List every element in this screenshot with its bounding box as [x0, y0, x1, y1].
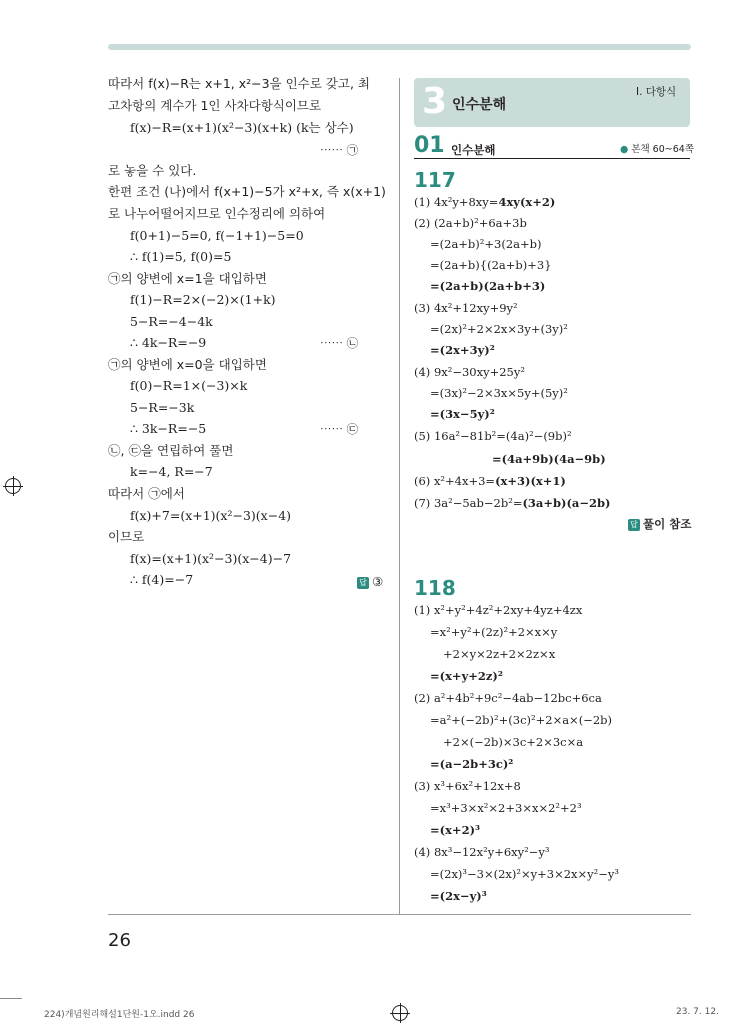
- solution-line: +2×y×2z+2×2z×x: [443, 647, 556, 661]
- registration-mark-icon: [392, 1005, 408, 1021]
- top-decorative-bar: [108, 44, 691, 50]
- solution-line: 한편 조건 (나)에서 f(x+1)−5가 x²+x, 즉 x(x+1): [108, 184, 386, 199]
- solution-line: (4) 9x²−30xy+25y²: [414, 365, 525, 379]
- solution-line: ∴ f(1)=5, f(0)=5: [130, 249, 232, 264]
- bottom-divider: [108, 914, 691, 915]
- solution-result: =(2a+b)(2a+b+3): [430, 279, 546, 293]
- section-title: 인수분해: [451, 143, 496, 157]
- column-divider: [399, 78, 400, 914]
- solution-line: =(3x)²−2×3x×5y+(5y)²: [430, 386, 568, 400]
- solution-line: (1) 4x²y+8xy=: [414, 195, 499, 209]
- section-number: 01: [414, 133, 445, 158]
- chapter-number: 3: [422, 81, 448, 122]
- registration-mark-icon: [5, 478, 21, 494]
- footer-date: 23. 7. 12.: [676, 1007, 719, 1017]
- page-number: 26: [108, 930, 131, 951]
- solution-line: =a²+(−2b)²+(3c)²+2×a×(−2b): [430, 713, 612, 727]
- chapter-title: 인수분해: [452, 97, 507, 113]
- solution-line: 이므로: [108, 529, 145, 544]
- solution-result: =(2x−y)³: [430, 889, 487, 903]
- solution-line: =(2a+b)²+3(2a+b): [430, 237, 542, 251]
- solution-line: (1) x²+y²+4z²+2xy+4yz+4zx: [414, 603, 583, 617]
- problem-number: 118: [414, 576, 456, 600]
- solution-line: 로 나누어떨어지므로 인수정리에 의하여: [108, 206, 326, 221]
- footer-file: 224)개념원리해설1단원-1오.indd 26: [44, 1010, 195, 1020]
- solution-line: (3) x³+6x²+12x+8: [414, 779, 521, 793]
- solution-result: =(x+2)³: [430, 823, 481, 837]
- chapter-tag: Ⅰ. 다항식: [636, 86, 677, 98]
- answer-badge-icon: 답: [628, 519, 640, 531]
- bullet-icon: ●: [620, 144, 632, 155]
- problem-number: 117: [414, 168, 456, 192]
- solution-result: (3a+b)(a−2b): [522, 496, 611, 510]
- answer-value: 풀이 참조: [643, 517, 692, 531]
- solution-line: 로 놓을 수 있다.: [108, 163, 197, 178]
- solution-line: 따라서 ㉠에서: [108, 486, 185, 501]
- section-underline: [414, 158, 690, 159]
- solution-result: =(2x+3y)²: [430, 343, 495, 357]
- solution-line: ∴ 3k−R=−5: [130, 421, 207, 436]
- solution-line: f(0+1)−5=0, f(−1+1)−5=0: [130, 228, 304, 243]
- solution-line: ㉡, ㉢을 연립하여 풀면: [108, 443, 234, 458]
- solution-line: ㉠의 양변에 x=1을 대입하면: [108, 271, 267, 286]
- crop-mark: [0, 998, 22, 999]
- solution-line: =x²+y²+(2z)²+2×x×y: [430, 625, 558, 639]
- solution-result: =(4a+9b)(4a−9b): [492, 452, 606, 466]
- solution-line: (2) (2a+b)²+6a+3b: [414, 216, 527, 230]
- solution-result: =(x+y+2z)²: [430, 669, 503, 683]
- equation-tag: ⋯⋯ ㉡: [320, 336, 359, 350]
- solution-result: =(a−2b+3c)²: [430, 757, 514, 771]
- solution-line: =(2a+b){(2a+b)+3}: [430, 258, 552, 272]
- solution-line: f(0)−R=1×(−3)×k: [130, 378, 248, 393]
- solution-line: f(x)+7=(x+1)(x²−3)(x−4): [130, 508, 292, 523]
- solution-line: 따라서 f(x)−R는 x+1, x²−3을 인수로 갖고, 최: [108, 76, 370, 91]
- solution-result: 4xy(x+2): [498, 195, 556, 209]
- solution-line: f(x)−R=(x+1)(x²−3)(x+k) (k는 상수): [130, 120, 354, 135]
- solution-line: 5−R=−4−4k: [130, 314, 213, 329]
- solution-line: (7) 3a²−5ab−2b²=: [414, 496, 523, 510]
- solution-line: (5) 16a²−81b²=(4a)²−(9b)²: [414, 429, 572, 443]
- answer-badge-icon: 답: [357, 577, 369, 589]
- solution-line: k=−4, R=−7: [130, 464, 213, 479]
- solution-line: +2×(−2b)×3c+2×3c×a: [443, 735, 584, 749]
- equation-tag: ⋯⋯ ㉠: [320, 143, 359, 157]
- solution-line: =x³+3×x²×2+3×x×2²+2³: [430, 801, 582, 815]
- solution-line: =(2x)³−3×(2x)²×y+3×2x×y²−y³: [430, 867, 620, 881]
- solution-line: (2) a²+4b²+9c²−4ab−12bc+6ca: [414, 691, 602, 705]
- answer: [628, 516, 691, 532]
- solution-line: ∴ f(4)=−7: [130, 572, 194, 587]
- solution-result: (x+3)(x+1): [495, 474, 566, 488]
- solution-line: f(x)=(x+1)(x²−3)(x−4)−7: [130, 551, 292, 566]
- solution-line: ㉠의 양변에 x=0을 대입하면: [108, 357, 267, 372]
- solution-result: =(3x−5y)²: [430, 407, 495, 421]
- solution-line: (6) x²+4x+3=: [414, 474, 496, 488]
- solution-line: ∴ 4k−R=−9: [130, 335, 207, 350]
- solution-line: 고차항의 계수가 1인 사차다항식이므로: [108, 98, 322, 113]
- solution-line: f(1)−R=2×(−2)×(1+k): [130, 292, 276, 307]
- answer: [357, 574, 383, 590]
- equation-tag: ⋯⋯ ㉢: [320, 422, 359, 436]
- solution-line: 5−R=−3k: [130, 400, 195, 415]
- solution-line: (3) 4x²+12xy+9y²: [414, 301, 518, 315]
- solution-line: =(2x)²+2×2x×3y+(3y)²: [430, 322, 568, 336]
- solution-line: (4) 8x³−12x²y+6xy²−y³: [414, 845, 550, 859]
- section-reference: ● 본책 60~64쪽: [620, 144, 695, 155]
- answer-value: ③: [372, 574, 384, 589]
